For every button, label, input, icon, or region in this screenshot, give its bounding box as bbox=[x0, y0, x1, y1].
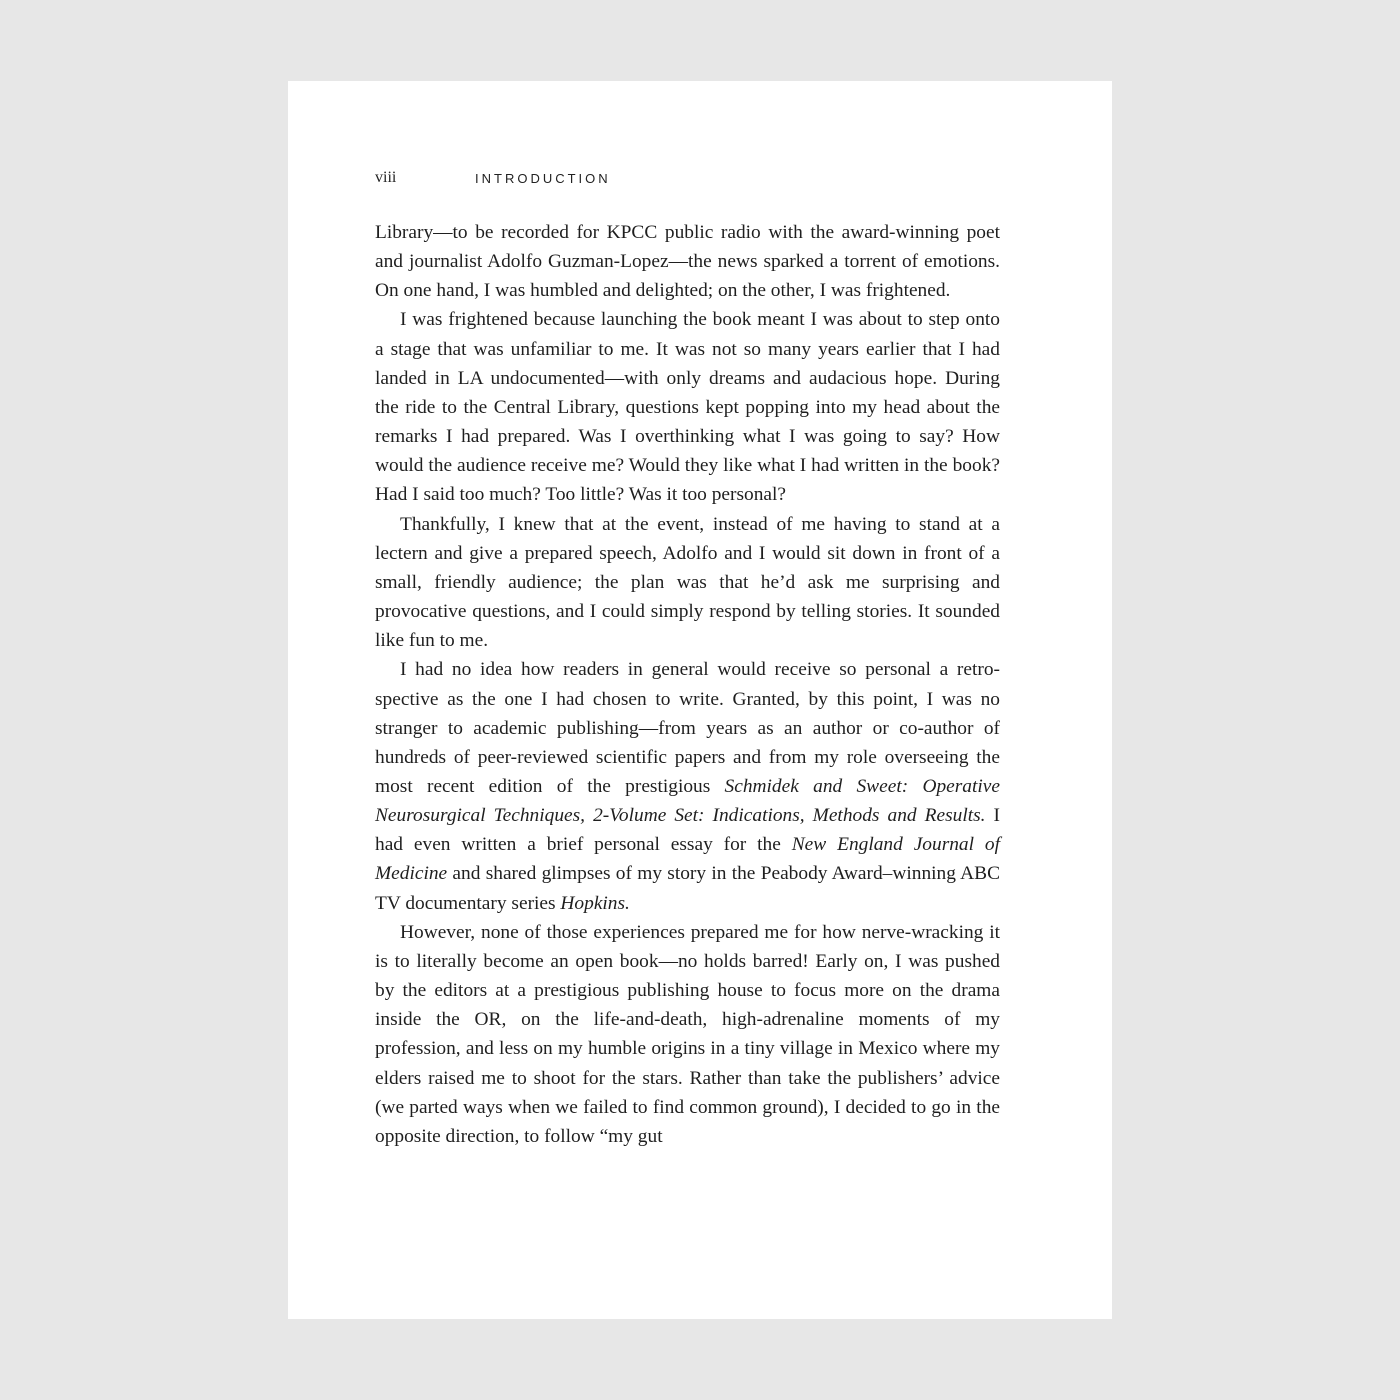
series-title-hopkins: Hopkins. bbox=[560, 892, 630, 914]
running-head bbox=[375, 167, 999, 189]
book-title-schmidek: Schmidek and Sweet: Operative Neurosurgical Techniques, 2-Volume Set: Indications, Methods and Results. bbox=[375, 775, 1000, 827]
paragraph-4-text: and shared glimpses of my story in the Peabody Award–winning ABC TV documentary series bbox=[375, 863, 1000, 914]
paragraph-5: However, none of those experiences prepared me for how nerve-wracking it is to literally become an open book—no holds barred! Early on, I was pushed by the editors at a prestigious publishing house to focus more on the drama inside the OR, on the life-and-death, high-adrenaline moments of my profession, and less on my humble origins in a tiny village in Mexico where my elders raised me to shoot for the stars. Rather than take the publishers’ advice (we parted ways when we failed to find common ground), I decided to go in the opposite direction, to follow “my gut bbox=[375, 921, 1000, 1147]
journal-title-nejm: New England Journal of Medicine bbox=[375, 834, 1000, 885]
section-title: INTRODUCTION bbox=[475, 171, 611, 186]
book-page bbox=[288, 81, 1112, 1319]
paragraph-4-text: I had no idea how readers in general would receive so personal a retrospective as the one I had chosen to write. Granted, by this point, I was no stranger to academic publishing—from years as an author or co-author of hundreds of peer-reviewed scientific papers and from my role overseeing the most recent edition of the prestigious bbox=[375, 659, 1000, 797]
paragraph-3: Thankfully, I knew that at the event, instead of me having to stand at a lectern and give a prepared speech, Adolfo and I would sit down in front of a small, friendly audience; the plan was that he’d ask me surprising and provocative questions, and I could simply respond by telling stories. It sounded like fun to me. bbox=[375, 513, 1000, 652]
body-text bbox=[375, 218, 1000, 1151]
page-number: viii bbox=[375, 169, 397, 186]
paragraph-4 bbox=[375, 655, 1000, 917]
paragraph-4-text: I had even written a brief personal essay for the bbox=[375, 805, 1000, 856]
paragraph-2: I was frightened because launching the book meant I was about to step onto a stage that was unfamiliar to me. It was not so many years earlier that I had landed in LA undocumented—with only dreams and audacious hope. During the ride to the Central Library, questions kept popping into my head about the remarks I had prepared. Was I overthinking what I was going to say? How would the audience receive me? Would they like what I had written in the book? Had I said too much? Too little? Was it too personal? bbox=[375, 309, 1000, 506]
paragraph-1: Library—to be recorded for KPCC public radio with the award-winning poet and journalist Adolfo Guzman-Lopez—the news sparked a torrent of emotions. On one hand, I was humbled and delighted; on the other, I was frightened. bbox=[375, 222, 1000, 302]
